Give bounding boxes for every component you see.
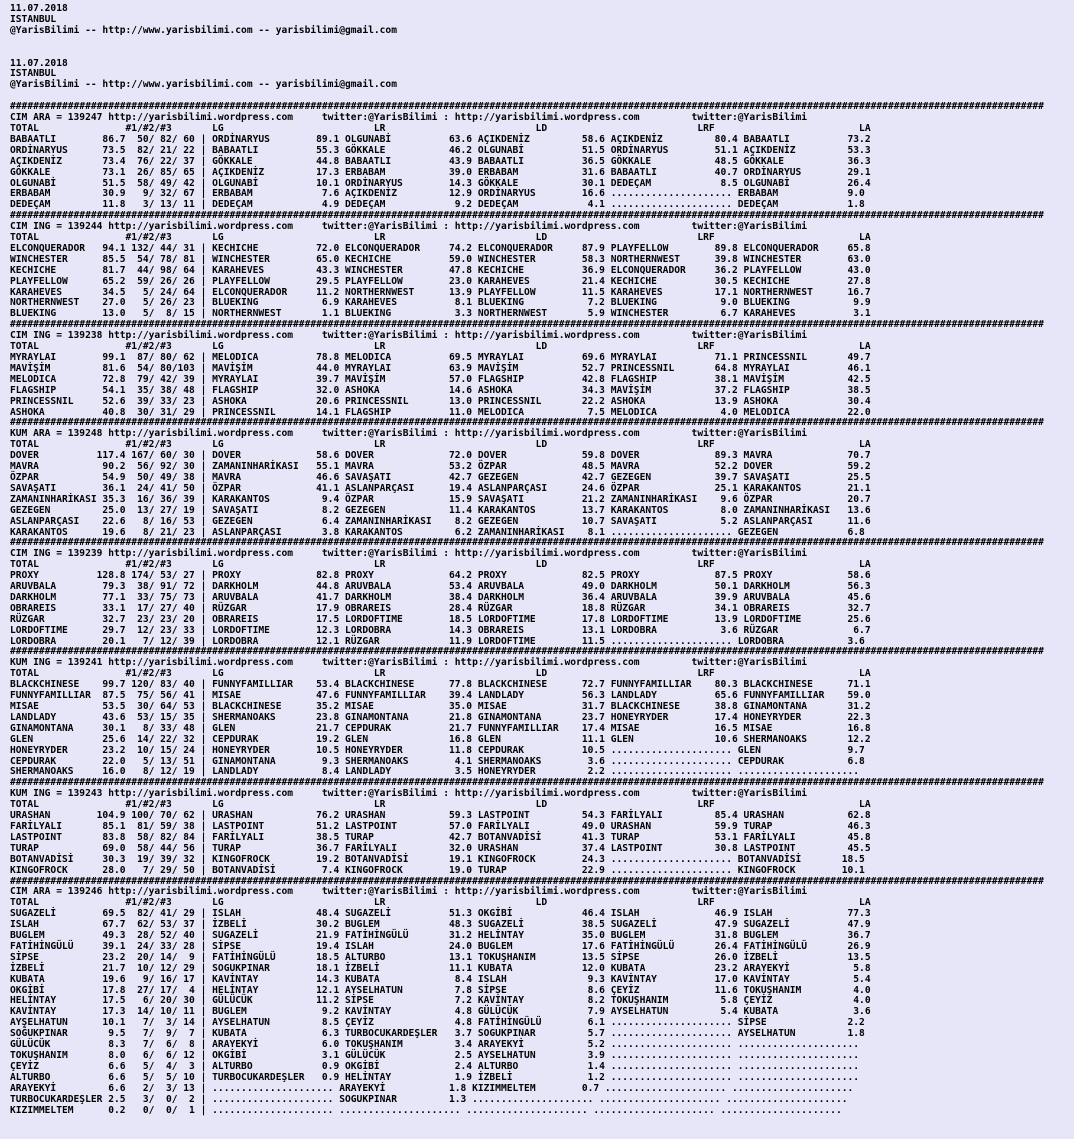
- text-line: GÜLÜCÜK 8.3 7/ 6/ 8 | ARAYEKYİ 6.0 TOKUŞHANIM 3.4 ARAYEKYİ 5.2 ..................... .....................: [10, 1039, 860, 1051]
- text-line: TOKUŞHANIM 8.0 6/ 6/ 12 | OKGİBİ 3.1 GÜLÜCÜK 2.5 AYSELHATUN 3.9 ..................... .....................: [10, 1050, 860, 1061]
- text-line: NORTHERNWEST 27.0 5/ 26/ 23 | BLUEKING 6.9 KARAHEVES 8.1 BLUEKING 7.2 BLUEKING 9.0 BLUEKING 9.9: [10, 297, 871, 309]
- section-separator: ###################################################################################################################################################################################: [10, 210, 1044, 222]
- text-line: SUGAZELİ 69.5 82/ 41/ 29 | ISLAH 48.4 SUGAZELİ 51.3 OKGİBİ 46.4 ISLAH 46.9 ISLAH 77.3: [10, 908, 871, 920]
- text-line: SHERMANOAKS 16.0 8/ 12/ 19 | LANDLADY 8.4 LANDLADY 3.5 HONEYRYDER 2.2 ..................... .....................: [10, 766, 860, 778]
- text-line: CEPDURAK 22.0 5/ 13/ 51 | GINAMONTANA 9.3 SHERMANOAKS 4.1 SHERMANOAKS 3.6 ..................... CEPDURAK 6.8: [10, 755, 865, 767]
- text-line: MAVİŞİM 81.6 54/ 80/103 | MAVİŞİM 44.0 MYRAYLAI 63.9 MAVİŞİM 52.7 PRINCESSNIL 64.8 MYRAYLAI 46.1: [10, 362, 871, 374]
- section-separator: ###################################################################################################################################################################################: [10, 319, 1044, 331]
- text-line: ÖZPAR 54.9 50/ 49/ 38 | MAVRA 46.6 SAVAŞATI 42.7 GEZEGEN 42.7 GEZEGEN 39.7 SAVAŞATI 25.5: [10, 471, 871, 483]
- text-line: TURAP 69.0 58/ 44/ 56 | TURAP 36.7 FARİLYALI 32.0 URASHAN 37.4 LASTPOINT 30.8 LASTPOINT 45.5: [10, 842, 871, 854]
- text-line: MAVRA 90.2 56/ 92/ 30 | ZAMANINHARİKASI 55.1 MAVRA 53.2 ÖZPAR 48.5 MAVRA 52.2 DOVER 59.2: [10, 461, 871, 473]
- text-line: FLAGSHIP 54.1 35/ 38/ 48 | FLAGSHIP 32.0 ASHOKA 14.6 ASHOKA 34.3 MAVİŞİM 37.2 FLAGSHIP 38.5: [10, 384, 871, 396]
- text-line: FARİLYALI 85.1 81/ 59/ 38 | LASTPOINT 51.2 LASTPOINT 57.0 FARİLYALI 49.0 URASHAN 59.9 TURAP 46.3: [10, 820, 871, 832]
- text-line: @YarisBilimi -- http://www.yarisbilimi.com -- yarisbilimi@gmail.com: [10, 24, 397, 36]
- text-line: TOTAL #1/#2/#3 LG LR LD LRF LA: [10, 341, 871, 353]
- text-line: LORDOBRA 20.1 7/ 12/ 39 | LORDOBRA 12.1 RÜZGAR 11.9 LORDOFTIME 11.5 ..................... LORDOBRA 3.6: [10, 635, 865, 647]
- text-line: KUM ING = 139241 http://yarisbilimi.wordpress.com twitter:@YarisBilimi : http://yarisbilimi.wordpress.com twitter:@YarisBilimi: [10, 657, 808, 669]
- text-line: DOVER 117.4 167/ 60/ 30 | DOVER 58.6 DOVER 72.0 DOVER 59.8 DOVER 89.3 MAVRA 70.7: [10, 450, 871, 462]
- text-line: İZBELİ 21.7 10/ 12/ 29 | SOGUKPINAR 18.1 İZBELİ 11.1 KUBATA 12.0 KUBATA 23.2 ARAYEKYİ 5.8: [10, 962, 871, 974]
- text-line: ARAYEKYİ 6.6 2/ 3/ 13 | ..................... ARAYEKYİ 1.8 KIZIMMELTEM 0.7 ..................... .....................: [10, 1082, 854, 1094]
- text-line: DEDEÇAM 11.8 3/ 13/ 11 | DEDEÇAM 4.9 DEDEÇAM 9.2 DEDEÇAM 4.1 ..................... DEDEÇAM 1.8: [10, 199, 865, 211]
- text-line: TOTAL #1/#2/#3 LG LR LD LRF LA: [10, 668, 871, 680]
- text-line: GINAMONTANA 30.1 8/ 33/ 48 | GLEN 21.7 CEPDURAK 21.7 FUNNYFAMILLIAR 17.4 MISAE 16.5 MISAE 16.8: [10, 722, 871, 734]
- text-line: KARAHEVES 34.5 5/ 24/ 64 | ELCONQUERADOR 11.2 NORTHERNWEST 13.9 PLAYFELLOW 11.5 KARAHEVES 17.1 NORTHERNWEST 16.7: [10, 286, 871, 298]
- text-line: KUM ING = 139243 http://yarisbilimi.wordpress.com twitter:@YarisBilimi : http://yarisbilimi.wordpress.com twitter:@YarisBilimi: [10, 788, 808, 800]
- section-separator: ###################################################################################################################################################################################: [10, 101, 1044, 113]
- text-line: MYRAYLAI 99.1 87/ 80/ 62 | MELODICA 78.8 MELODICA 69.5 MYRAYLAI 69.6 MYRAYLAI 71.1 PRINCESSNIL 49.7: [10, 352, 871, 363]
- text-line: TOTAL #1/#2/#3 LG LR LD LRF LA: [10, 439, 871, 451]
- text-line: MELODICA 72.8 79/ 42/ 39 | MYRAYLAI 39.7 MAVİŞİM 57.0 FLAGSHIP 42.8 FLAGSHIP 38.1 MAVİŞİM 42.5: [10, 373, 871, 385]
- text-line: PRINCESSNIL 52.6 39/ 33/ 23 | ASHOKA 20.6 PRINCESSNIL 13.0 PRINCESSNIL 22.2 ASHOKA 13.9 ASHOKA 30.4: [10, 395, 871, 407]
- text-line: LORDOFTIME 29.7 12/ 23/ 33 | LORDOFTIME 12.3 LORDOBRA 14.3 OBRAREIS 13.1 LORDOBRA 3.6 RÜZGAR 6.7: [10, 624, 871, 636]
- text-line: KARAKANTOS 19.6 8/ 21/ 23 | ASLANPARÇASI 3.8 KARAKANTOS 6.2 ZAMANINHARİKASI 8.1 ..................... GEZEGEN 6.8: [10, 526, 865, 538]
- text-line: PLAYFELLOW 65.2 59/ 26/ 26 | PLAYFELLOW 29.5 PLAYFELLOW 23.0 KARAHEVES 21.4 KECHICHE 30.5 KECHICHE 27.8: [10, 275, 871, 287]
- section-separator: ###################################################################################################################################################################################: [10, 646, 1044, 658]
- text-line: CIM ARA = 139246 http://yarisbilimi.wordpress.com twitter:@YarisBilimi : http://yarisbilimi.wordpress.com twitter:@YarisBilimi: [10, 886, 808, 898]
- text-line: OKGİBİ 17.8 27/ 17/ 4 | HELİNTAY 12.1 AYSELHATUN 7.8 SİPSE 8.6 ÇEYİZ 11.6 TOKUŞHANIM 4.0: [10, 984, 871, 996]
- text-line: ISTANBUL: [10, 13, 57, 25]
- text-line: CIM ING = 139238 http://yarisbilimi.wordpress.com twitter:@YarisBilimi : http://yarisbilimi.wordpress.com twitter:@YarisBilimi: [10, 330, 808, 342]
- text-line: GLEN 25.6 14/ 22/ 32 | CEPDURAK 19.2 GLEN 16.8 GLEN 11.1 GLEN 10.6 SHERMANOAKS 12.2: [10, 733, 871, 745]
- section-separator: ###################################################################################################################################################################################: [10, 537, 1044, 549]
- text-line: ASHOKA 40.8 30/ 31/ 29 | PRINCESSNIL 14.1 FLAGSHIP 11.0 MELODICA 7.5 MELODICA 4.0 MELODICA 22.0: [10, 406, 871, 418]
- text-line: URASHAN 104.9 100/ 70/ 62 | URASHAN 76.2 URASHAN 59.3 LASTPOINT 54.3 FARİLYALI 85.4 URASHAN 62.8: [10, 810, 871, 822]
- text-line: TURBOCUKARDEŞLER 2.5 3/ 0/ 2 | ..................... SOGUKPINAR 1.3 ..................... ..................... .....................: [10, 1093, 848, 1105]
- text-line: KIZIMMELTEM 0.2 0/ 0/ 1 | ..................... ..................... ..................... ..................... .....................: [10, 1104, 842, 1116]
- text-line: BABAATLI 86.7 50/ 82/ 60 | ORDİNARYUS 89.1 OLGUNABİ 63.6 AÇIKDENİZ 58.6 AÇIKDENİZ 80.4 BABAATLI 73.2: [10, 133, 871, 145]
- text-line: WINCHESTER 85.5 54/ 78/ 81 | WINCHESTER 65.0 KECHICHE 59.0 WINCHESTER 58.3 NORTHERNWEST 39.8 WINCHESTER 63.0: [10, 253, 871, 265]
- text-line: FUNNYFAMILLIAR 87.5 75/ 56/ 41 | MISAE 47.6 FUNNYFAMILLIAR 39.4 LANDLADY 56.3 LANDLADY 65.6 FUNNYFAMILLIAR 59.0: [10, 690, 871, 702]
- text-line: HELİNTAY 17.5 6/ 20/ 30 | GÜLÜCÜK 11.2 SİPSE 7.2 KAVİNTAY 8.2 TOKUŞHANIM 5.8 ÇEYİZ 4.0: [10, 995, 871, 1007]
- text-line: LASTPOINT 83.8 58/ 82/ 84 | FARİLYALI 38.5 TURAP 42.7 BOTANVADİSİ 41.3 TURAP 53.1 FARİLYALI 45.8: [10, 831, 871, 843]
- text-line: OBRAREIS 33.1 17/ 27/ 40 | RÜZGAR 17.9 OBRAREIS 28.4 RÜZGAR 18.8 RÜZGAR 34.1 OBRAREIS 32.7: [10, 602, 871, 614]
- text-line: ARUVBALA 79.3 38/ 91/ 72 | DARKHOLM 44.8 ARUVBALA 53.4 ARUVBALA 49.0 DARKHOLM 50.1 DARKHOLM 56.3: [10, 581, 871, 593]
- text-line: CIM ARA = 139247 http://yarisbilimi.wordpress.com twitter:@YarisBilimi : http://yarisbilimi.wordpress.com twitter:@YarisBilimi: [10, 112, 808, 124]
- text-line: CIM ING = 139244 http://yarisbilimi.wordpress.com twitter:@YarisBilimi : http://yarisbilimi.wordpress.com twitter:@YarisBilimi: [10, 221, 808, 233]
- text-line: TOTAL #1/#2/#3 LG LR LD LRF LA: [10, 559, 871, 571]
- text-line: ELCONQUERADOR 94.1 132/ 44/ 31 | KECHICHE 72.0 ELCONQUERADOR 74.2 ELCONQUERADOR 87.9 PLAYFELLOW 89.8 ELCONQUERADOR 65.8: [10, 242, 871, 254]
- section-separator: ###################################################################################################################################################################################: [10, 777, 1044, 789]
- text-line: GEZEGEN 25.0 13/ 27/ 19 | SAVAŞATI 8.2 GEZEGEN 11.4 KARAKANTOS 13.7 KARAKANTOS 8.0 ZAMANINHARİKASI 13.6: [10, 504, 871, 516]
- text-line: ISTANBUL: [10, 68, 57, 80]
- text-line: RÜZGAR 32.7 23/ 23/ 20 | OBRAREIS 17.5 LORDOFTIME 18.5 LORDOFTIME 17.8 LORDOFTIME 13.9 LORDOFTIME 25.6: [10, 613, 871, 625]
- text-line: BUGLEM 49.3 28/ 52/ 40 | SUGAZELİ 21.9 FATİHİNGÜLÜ 31.2 HELİNTAY 35.0 BUGLEM 31.8 BUGLEM 36.7: [10, 930, 871, 942]
- text-line: 11.07.2018: [10, 3, 68, 14]
- text-line: KECHICHE 81.7 44/ 98/ 64 | KARAHEVES 43.3 WINCHESTER 47.8 KECHICHE 36.9 ELCONQUERADOR 36.2 PLAYFELLOW 43.0: [10, 264, 871, 276]
- text-line: PROXY 128.8 174/ 53/ 27 | PROXY 82.8 PROXY 64.2 PROXY 82.5 PROXY 87.5 PROXY 58.6: [10, 570, 871, 582]
- text-line: AÇIKDENİZ 73.4 76/ 22/ 37 | GÖKKALE 44.8 BABAATLI 43.9 BABAATLI 36.5 GÖKKALE 48.5 GÖKKALE 36.3: [10, 155, 871, 167]
- text-line: DARKHOLM 77.1 33/ 75/ 73 | ARUVBALA 41.7 DARKHOLM 38.4 DARKHOLM 36.4 ARUVBALA 39.9 ARUVBALA 45.6: [10, 591, 871, 603]
- text-line: ERBABAM 30.9 9/ 32/ 67 | ERBABAM 7.6 AÇIKDENİZ 12.9 ORDİNARYUS 16.6 ..................... ERBABAM 9.0: [10, 188, 865, 200]
- text-line: ZAMANINHARİKASI 35.3 16/ 36/ 39 | KARAKANTOS 9.4 ÖZPAR 15.9 SAVAŞATI 21.2 ZAMANINHARİKASI 9.6 ÖZPAR 20.7: [10, 493, 871, 505]
- text-line: KINGOFROCK 28.0 7/ 29/ 50 | BOTANVADİSİ 7.4 KINGOFROCK 19.0 TURAP 22.9 ..................... KINGOFROCK 10.1: [10, 864, 865, 876]
- text-line: OLGUNABİ 51.5 58/ 49/ 42 | OLGUNABİ 10.1 ORDİNARYUS 14.3 GÖKKALE 30.1 DEDEÇAM 8.5 OLGUNABİ 26.4: [10, 177, 871, 189]
- text-line: SOĞUKPINAR 9.5 7/ 9/ 7 | KUBATA 6.3 TURBOCUKARDEŞLER 3.7 SOGUKPINAR 5.7 ..................... AYSELHATUN 1.8: [10, 1028, 865, 1040]
- text-line: KUBATA 19.6 9/ 16/ 17 | KAVİNTAY 14.3 KUBATA 8.4 ISLAH 9.3 KAVİNTAY 17.0 KAVİNTAY 5.4: [10, 973, 871, 985]
- text-line: TOTAL #1/#2/#3 LG LR LD LRF LA: [10, 897, 871, 909]
- text-line: BLACKCHINESE 99.7 120/ 83/ 40 | FUNNYFAMILLIAR 53.4 BLACKCHINESE 77.8 BLACKCHINESE 72.7 FUNNYFAMILLIAR 80.3 BLACKCHINESE 71.1: [10, 679, 871, 691]
- section-separator: ###################################################################################################################################################################################: [10, 875, 1044, 887]
- text-line: SİPSE 23.2 20/ 14/ 9 | FATİHİNGÜLÜ 18.5 ALTURBO 13.1 TOKUŞHANIM 13.5 SİPSE 26.0 İZBELİ 13.5: [10, 951, 871, 963]
- text-line: GÖKKALE 73.1 26/ 85/ 65 | AÇIKDENİZ 17.3 ERBABAM 39.0 ERBABAM 31.6 BABAATLI 40.7 ORDİNARYUS 29.1: [10, 166, 871, 178]
- text-line: ASLANPARÇASI 22.6 8/ 16/ 53 | GEZEGEN 6.4 ZAMANINHARİKASI 8.2 GEZEGEN 10.7 SAVAŞATI 5.2 ASLANPARÇASI 11.6: [10, 515, 871, 527]
- text-line: ORDİNARYUS 73.5 82/ 21/ 22 | BABAATLI 55.3 GÖKKALE 46.2 OLGUNABİ 51.5 ORDİNARYUS 51.1 AÇIKDENİZ 53.3: [10, 144, 871, 156]
- text-line: ÇEYİZ 6.6 5/ 4/ 3 | ALTURBO 0.9 OKGİBİ 2.4 ALTURBO 1.4 ..................... .....................: [10, 1060, 860, 1072]
- text-line: ALTURBO 6.6 5/ 5/ 10 | TURBOCUKARDEŞLER 0.9 HELİNTAY 1.9 İZBELİ 1.2 ..................... .....................: [10, 1071, 860, 1083]
- text-line: KUM ARA = 139248 http://yarisbilimi.wordpress.com twitter:@YarisBilimi : http://yarisbilimi.wordpress.com twitter:@YarisBilimi: [10, 428, 808, 440]
- text-line: LANDLADY 43.6 53/ 15/ 35 | SHERMANOAKS 23.8 GINAMONTANA 21.8 GINAMONTANA 23.7 HONEYRYDER 17.4 HONEYRYDER 22.3: [10, 711, 871, 723]
- text-line: CIM ING = 139239 http://yarisbilimi.wordpress.com twitter:@YarisBilimi : http://yarisbilimi.wordpress.com twitter:@YarisBilimi: [10, 548, 808, 560]
- text-line: HONEYRYDER 23.2 10/ 15/ 24 | HONEYRYDER 10.5 HONEYRYDER 11.8 CEPDURAK 10.5 ..................... GLEN 9.7: [10, 744, 865, 756]
- text-line: BLUEKING 13.0 5/ 8/ 15 | NORTHERNWEST 1.1 BLUEKING 3.3 NORTHERNWEST 5.9 WINCHESTER 6.7 KARAHEVES 3.1: [10, 308, 871, 320]
- text-line: AYŞELHATUN 10.1 7/ 3/ 14 | AYSELHATUN 8.5 ÇEYİZ 4.8 FATİHİNGÜLÜ 6.1 ..................... SİPSE 2.2: [10, 1017, 865, 1029]
- text-line: TOTAL #1/#2/#3 LG LR LD LRF LA: [10, 799, 871, 811]
- text-line: SAVAŞATI 36.1 24/ 41/ 50 | ÖZPAR 41.1 ASLANPARÇASI 19.4 ASLANPARÇASI 24.6 ÖZPAR 25.1 KARAKANTOS 21.1: [10, 482, 871, 494]
- text-line: TOTAL #1/#2/#3 LG LR LD LRF LA: [10, 232, 871, 244]
- text-line: FATİHİNGÜLÜ 39.1 24/ 33/ 28 | SİPSE 19.4 ISLAH 24.0 BUGLEM 17.6 FATİHİNGÜLÜ 26.4 FATİHİNGÜLÜ 26.9: [10, 940, 871, 952]
- text-line: MISAE 53.5 30/ 64/ 53 | BLACKCHINESE 35.2 MISAE 35.0 MISAE 31.7 BLACKCHINESE 38.8 GINAMONTANA 31.2: [10, 701, 871, 712]
- text-line: TOTAL #1/#2/#3 LG LR LD LRF LA: [10, 122, 871, 134]
- section-separator: ###################################################################################################################################################################################: [10, 417, 1044, 429]
- race-report-document: [10, 4, 1044, 1116]
- text-line: BOTANVADİSİ 30.3 19/ 39/ 32 | KINGOFROCK 19.2 BOTANVADİSİ 19.1 KINGOFROCK 24.3 ..................... BOTANVADİSİ 18.5: [10, 853, 865, 865]
- text-line: ISLAH 67.7 62/ 53/ 37 | İZBELİ 30.2 BUGLEM 48.3 SUGAZELİ 38.5 SUGAZELİ 47.9 SUGAZELİ 47.9: [10, 919, 871, 931]
- text-line: 11.07.2018: [10, 57, 68, 69]
- text-line: KAVİNTAY 17.3 14/ 10/ 11 | BUGLEM 9.2 KAVİNTAY 4.8 GÜLÜCÜK 7.9 AYSELHATUN 5.4 KUBATA 3.6: [10, 1006, 871, 1018]
- text-line: @YarisBilimi -- http://www.yarisbilimi.com -- yarisbilimi@gmail.com: [10, 79, 397, 91]
